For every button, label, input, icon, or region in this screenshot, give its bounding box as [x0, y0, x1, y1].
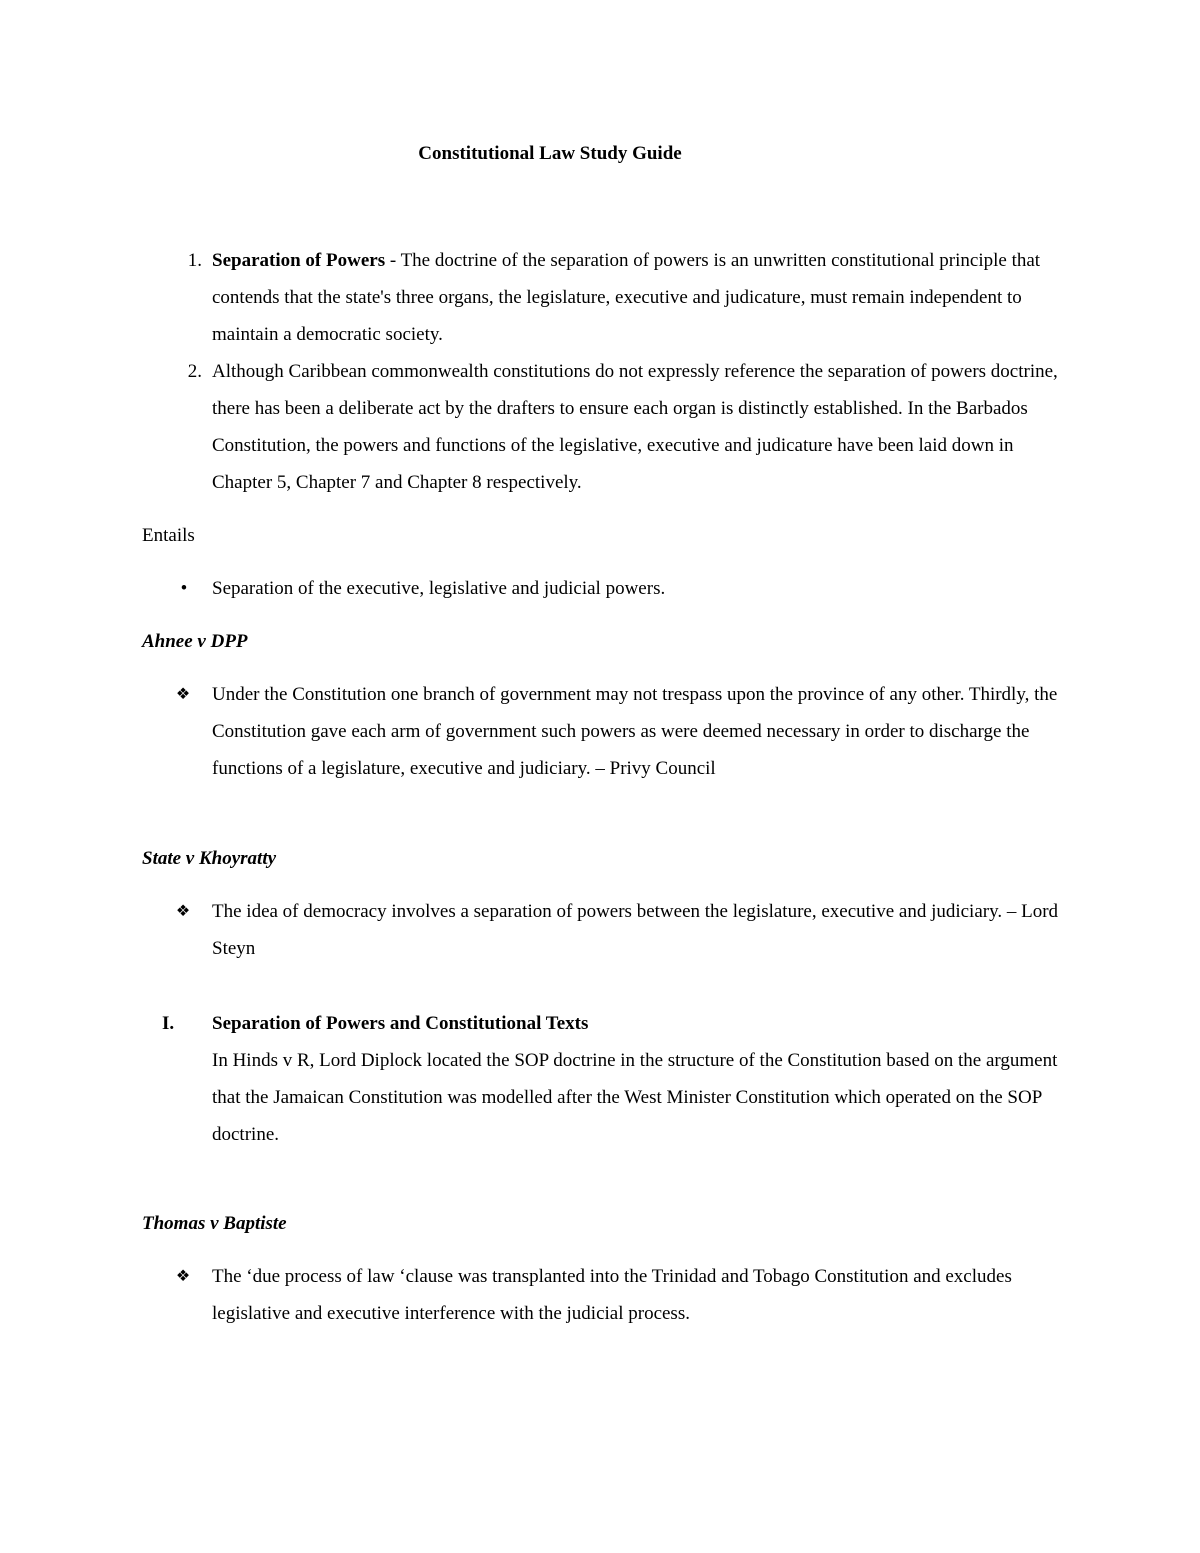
item-text: The idea of democracy involves a separation of powers between the legislature, executive and judiciary. – Lord Steyn	[212, 901, 1059, 959]
numbered-item-2	[187, 353, 1072, 501]
entails-label: Entails	[142, 525, 195, 546]
section-item-1	[162, 1005, 1072, 1153]
case-heading-thomas: Thomas v Baptiste	[142, 1213, 287, 1234]
case-item-khoyratty	[175, 893, 1072, 967]
section-text: In Hinds v R, Lord Diplock located the SOP doctrine in the structure of the Constitution based on the argument that the Jamaican Constitution was modelled after the West Minister Constitution which operated on the SOP doctrine.	[212, 1050, 1058, 1145]
item-text: Separation of the executive, legislative and judicial powers.	[212, 578, 666, 599]
section-heading: Separation of Powers and Constitutional Texts	[212, 1013, 589, 1034]
diamond-bullet-icon: ❖	[175, 686, 191, 703]
item-text: The ‘due process of law ‘clause was transplanted into the Trinidad and Tobago Constitution and excludes legislative and executive interference with the judicial process.	[212, 1266, 1012, 1324]
item-heading: Separation of Powers	[212, 250, 386, 271]
bullet-icon: •	[180, 578, 188, 599]
diamond-bullet-icon: ❖	[175, 903, 191, 920]
roman-numeral: I.	[162, 1013, 175, 1034]
case-heading-ahnee: Ahnee v DPP	[142, 631, 248, 652]
list-number: 1.	[187, 250, 202, 271]
numbered-item-1	[187, 242, 1072, 353]
entails-bullet-item	[180, 570, 1072, 607]
diamond-bullet-icon: ❖	[175, 1268, 191, 1285]
page-title: Constitutional Law Study Guide	[418, 143, 682, 164]
case-item-ahnee	[175, 676, 1072, 787]
item-text: Under the Constitution one branch of government may not trespass upon the province of any other. Thirdly, the Constitution gave each arm of government such powers as were deemed necessary in order to discharge the functions of a legislature, executive and judiciary. – Privy Council	[212, 684, 1058, 779]
item-text: Although Caribbean commonwealth constitutions do not expressly reference the separation of powers doctrine, there has been a deliberate act by the drafters to ensure each organ is distinctly established. In the Barbados Constitution, the powers and functions of the legislative, executive and judicature have been laid down in Chapter 5, Chapter 7 and Chapter 8 respectively.	[212, 361, 1058, 493]
case-heading-khoyratty: State v Khoyratty	[142, 848, 277, 869]
list-number: 2.	[187, 361, 202, 382]
case-item-thomas	[175, 1258, 1072, 1332]
item-text: - The doctrine of the separation of powers is an unwritten constitutional principle that contends that the state's three organs, the legislature, executive and judicature, must remain independent to maintain a democratic society.	[212, 250, 1041, 345]
